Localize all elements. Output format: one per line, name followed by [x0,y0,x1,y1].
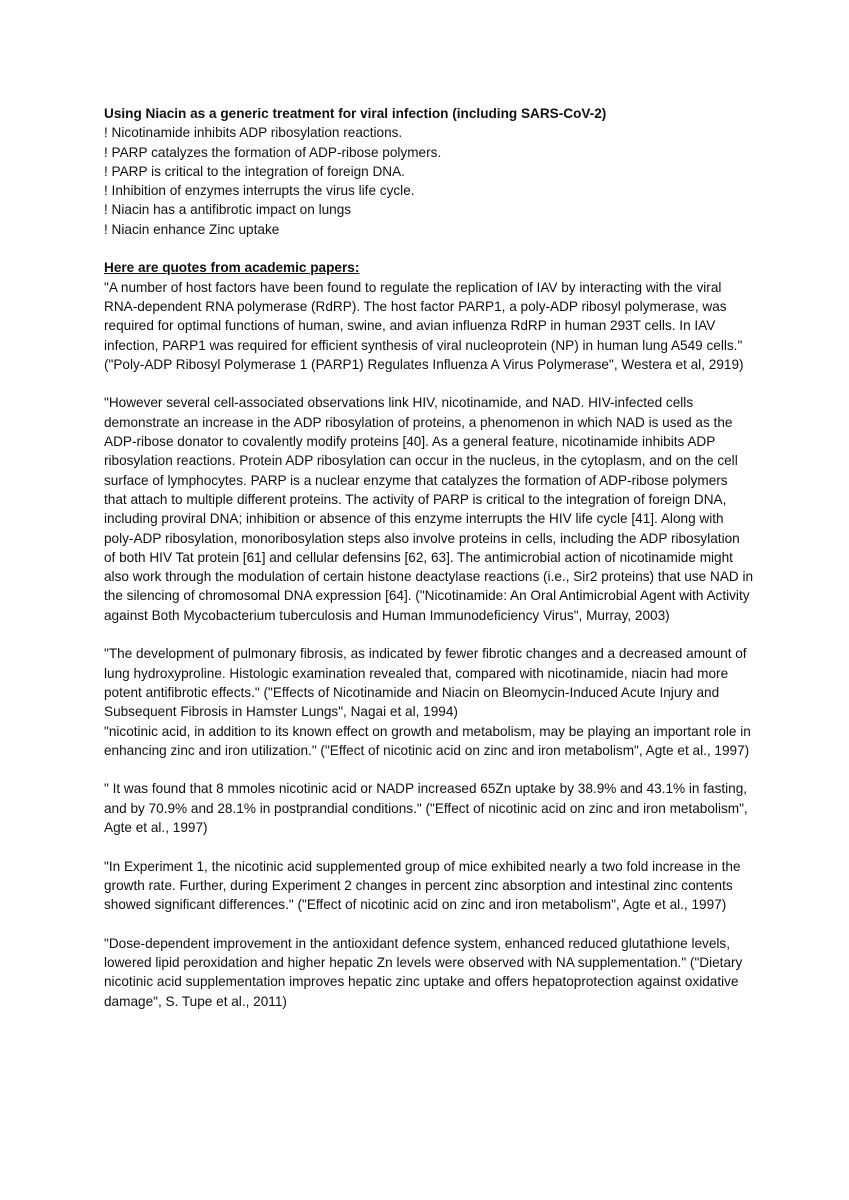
quotes-list [104,278,754,1011]
document-page [104,104,754,1011]
quotes-heading: Here are quotes from academic papers: [104,260,360,276]
summary-bullet: ! Niacin has a antifibrotic impact on lungs [104,202,352,218]
quote-paragraph: "In Experiment 1, the nicotinic acid supplemented group of mice exhibited nearly a two fold increase in the growth rate. Further, during Experiment 2 changes in percent zinc absorption and intestinal zinc contents showed significant differences." ("Effect of nicotinic acid on zinc and iron metabolism", Agte et al., 1997) [104,858,741,913]
summary-bullet: ! Inhibition of enzymes interrupts the virus life cycle. [104,183,415,199]
summary-bullet: ! PARP catalyzes the formation of ADP-ribose polymers. [104,144,442,160]
quote-paragraph: "nicotinic acid, in addition to its known effect on growth and metabolism, may be playing an important role in enhancing zinc and iron utilization." ("Effect of nicotinic acid on zinc and iron metabolism", Agte et al., 1997) [104,723,751,758]
document-title: Using Niacin as a generic treatment for viral infection (including SARS-CoV-2) [104,106,607,121]
summary-bullet-list [104,123,754,239]
quote-paragraph: "Dose-dependent improvement in the antioxidant defence system, enhanced reduced glutathione levels, lowered lipid peroxidation and higher hepatic Zn levels were observed with NA supplementation." ("Dietary nicotinic acid supplementation improves hepatic zinc uptake and offers hepatoprotection against oxidative damage", S. Tupe et al., 2011) [104,935,743,1009]
quote-paragraph: "However several cell-associated observations link HIV, nicotinamide, and NAD. HIV-infected cells demonstrate an increase in the ADP ribosylation of proteins, a phenomenon in which NAD is used as the ADP-ribose donator to covalently modify proteins [40]. As a general feature, nicotinamide inhibits ADP ribosylation reactions. Protein ADP ribosylation can occur in the nucleus, in the cytoplasm, and on the cell surface of lymphocytes. PARP is a nuclear enzyme that catalyzes the formation of ADP-ribose polymers that attach to multiple different proteins. The activity of PARP is critical to the integration of foreign DNA, including proviral DNA; inhibition or absence of this enzyme interrupts the HIV life cycle [41]. Along with poly-ADP ribosylation, monoribosylation steps also involve proteins in cells, including the ADP ribosylation of both HIV Tat protein [61] and cellular defensins [62, 63]. The antimicrobial action of nicotinamide might also work through the modulation of certain histone deactylase reactions (i.e., Sir2 proteins) that use NAD in the silencing of chromosomal DNA expression [64]. ("Nicotinamide: An Oral Antimicrobial Agent with Activity against Both Mycobacterium tuberculosis and Human Immunodeficiency Virus", Murray, 2003) [104,395,754,623]
quote-paragraph: "The development of pulmonary fibrosis, as indicated by fewer fibrotic changes and a decreased amount of lung hydroxyproline. Histologic examination revealed that, compared with nicotinamide, niacin had more potent antifibrotic effects." ("Effects of Nicotinamide and Niacin on Bleomycin-Induced Acute Injury and Subsequent Fibrosis in Hamster Lungs", Nagai et al, 1994) [104,646,747,720]
quote-paragraph: " It was found that 8 mmoles nicotinic acid or NADP increased 65Zn uptake by 38.9% and 43.1% in fasting, and by 70.9% and 28.1% in postprandial conditions." ("Effect of nicotinic acid on zinc and iron metabolism", Agte et al., 1997) [104,781,748,835]
summary-bullet: ! Nicotinamide inhibits ADP ribosylation reactions. [104,125,403,141]
summary-bullet: ! Niacin enhance Zinc uptake [104,221,280,237]
quote-paragraph: "A number of host factors have been found to regulate the replication of IAV by interacting with the viral RNA-dependent RNA polymerase (RdRP). The host factor PARP1, a poly-ADP ribosyl polymerase, was required for optimal functions of human, swine, and avian influenza RdRP in human 293T cells. In IAV infection, PARP1 was required for efficient synthesis of viral nucleoprotein (NP) in human lung A549 cells." ("Poly-ADP Ribosyl Polymerase 1 (PARP1) Regulates Influenza A Virus Polymerase", Westera et al, 2919) [104,279,744,372]
summary-bullet: ! PARP is critical to the integration of foreign DNA. [104,163,405,179]
